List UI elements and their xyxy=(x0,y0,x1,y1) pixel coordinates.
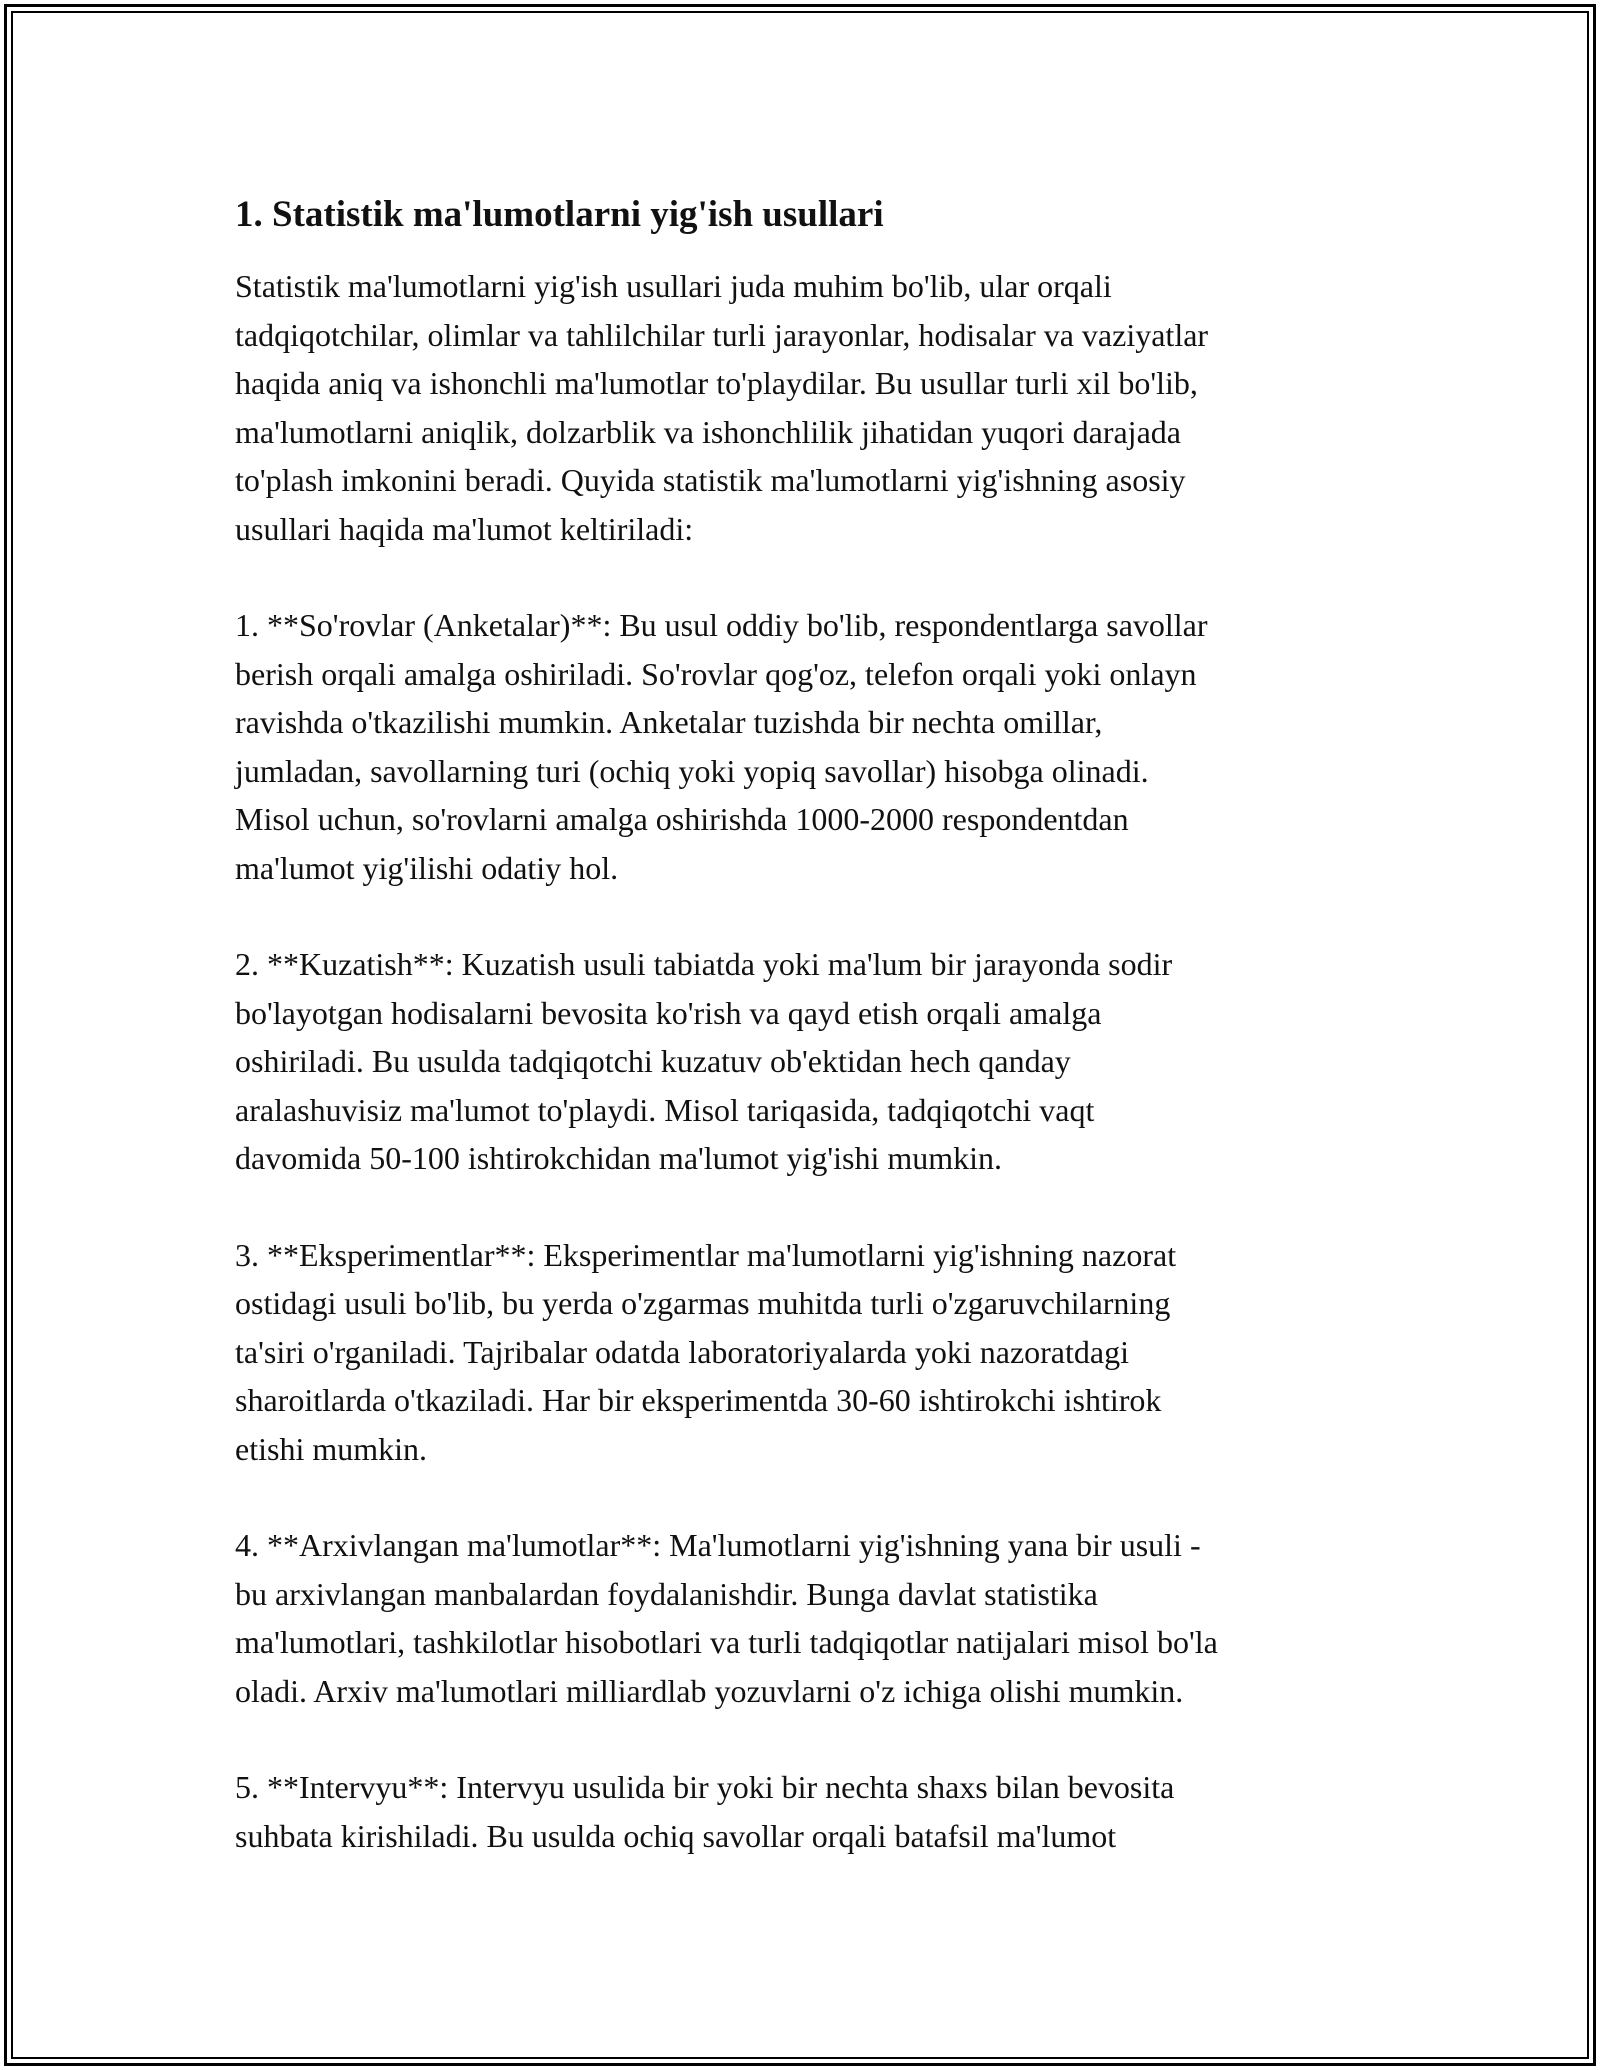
text-line: tadqiqotchilar, olimlar va tahlilchilar turli jarayonlar, hodisalar va vaziyatlar xyxy=(235,316,1209,353)
text-line: Statistik ma'lumotlarni yig'ish usullari juda muhim bo'lib, ular orqali xyxy=(235,268,1112,304)
text-line: ostidagi usuli bo'lib, bu yerda o'zgarmas muhitda turli o'zgaruvchilarning xyxy=(235,1285,1171,1321)
text-line: jumladan, savollarning turi (ochiq yoki yopiq savollar) hisobga olinadi. xyxy=(235,752,1149,789)
text-line: Misol uchun, so'rovlarni amalga oshirishda 1000-2000 respondentdan xyxy=(235,801,1129,837)
text-line: davomida 50-100 ishtirokchidan ma'lumot yig'ishi mumkin. xyxy=(235,1140,1003,1176)
method-interview-paragraph xyxy=(235,1763,1385,1860)
text-line: bu arxivlangan manbalardan foydalanishdir. Bunga davlat statistika xyxy=(235,1575,1098,1612)
text-line: oshiriladi. Bu usulda tadqiqotchi kuzatuv ob'ektidan hech qanday xyxy=(235,1043,1071,1079)
section-heading: 1. Statistik ma'lumotlarni yig'ish usullari xyxy=(235,194,884,235)
text-line: oladi. Arxiv ma'lumotlari milliardlab yozuvlarni o'z ichiga olishi mumkin. xyxy=(235,1672,1184,1709)
text-line: 3. **Eksperimentlar**: Eksperimentlar ma'lumotlarni yig'ishning nazorat xyxy=(235,1236,1177,1273)
text-line: to'plash imkonini beradi. Quyida statistik ma'lumotlarni yig'ishning asosiy xyxy=(235,462,1186,498)
text-line: ma'lumotlari, tashkilotlar hisobotlari va turli tadqiqotlar natijalari misol bo'la xyxy=(235,1624,1218,1660)
text-line: ravishda o'tkazilishi mumkin. Anketalar tuzishda bir nechta omillar, xyxy=(235,704,1103,740)
text-line: berish orqali amalga oshiriladi. So'rovlar qog'oz, telefon orqali yoki onlayn xyxy=(235,655,1197,692)
document-body xyxy=(235,186,1385,1860)
method-observation-paragraph xyxy=(235,940,1385,1183)
text-line: ma'lumot yig'ilishi odatiy hol. xyxy=(235,849,619,886)
method-archives-paragraph xyxy=(235,1521,1385,1715)
text-line: 5. **Intervyu**: Intervyu usulida bir yoki bir nechta shaxs bilan bevosita xyxy=(235,1769,1175,1805)
method-experiments-paragraph xyxy=(235,1231,1385,1474)
text-line: haqida aniq va ishonchli ma'lumotlar to'playdilar. Bu usullar turli xil bo'lib, xyxy=(235,365,1198,401)
text-line: 1. **So'rovlar (Anketalar)**: Bu usul oddiy bo'lib, respondentlarga savollar xyxy=(235,607,1208,643)
text-line: 4. **Arxivlangan ma'lumotlar**: Ma'lumotlarni yig'ishning yana bir usuli - xyxy=(235,1527,1201,1563)
text-line: suhbata kirishiladi. Bu usulda ochiq savollar orqali batafsil ma'lumot xyxy=(235,1817,1117,1854)
text-line: bo'layotgan hodisalarni bevosita ko'rish va qayd etish orqali amalga xyxy=(235,994,1102,1031)
text-line: etishi mumkin. xyxy=(235,1430,427,1467)
intro-paragraph xyxy=(235,262,1385,553)
text-line: usullari haqida ma'lumot keltiriladi: xyxy=(235,510,694,547)
text-line: sharoitlarda o'tkaziladi. Har bir eksperimentda 30-60 ishtirokchi ishtirok xyxy=(235,1382,1162,1418)
method-surveys-paragraph xyxy=(235,601,1385,892)
text-line: ma'lumotlarni aniqlik, dolzarblik va ishonchlilik jihatidan yuqori darajada xyxy=(235,413,1181,450)
text-line: aralashuvisiz ma'lumot to'playdi. Misol tariqasida, tadqiqotchi vaqt xyxy=(235,1091,1095,1128)
text-line: ta'siri o'rganiladi. Tajribalar odatda laboratoriyalarda yoki nazoratdagi xyxy=(235,1333,1129,1370)
text-line: 2. **Kuzatish**: Kuzatish usuli tabiatda yoki ma'lum bir jarayonda sodir xyxy=(235,946,1173,982)
